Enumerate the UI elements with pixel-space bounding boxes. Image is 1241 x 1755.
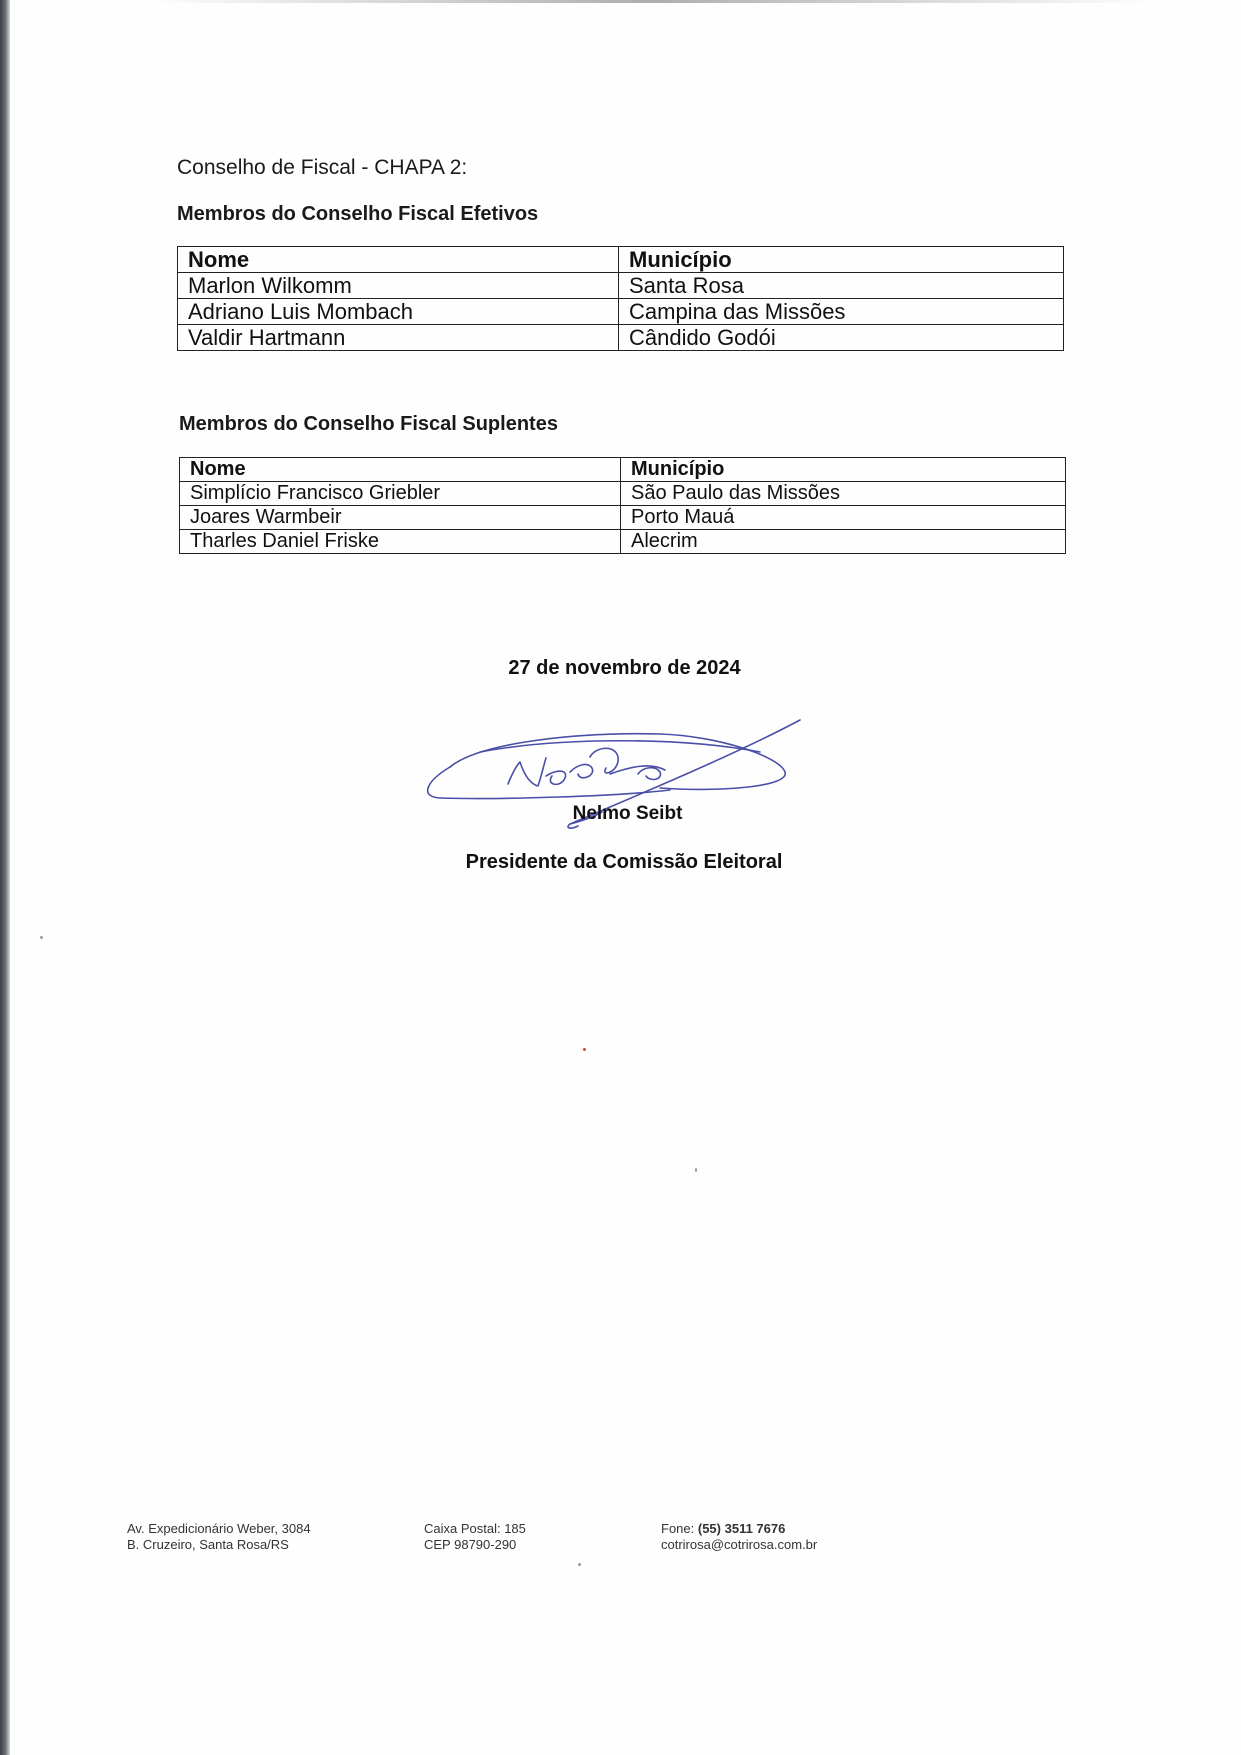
scan-top-line xyxy=(150,0,1150,3)
member-name: Adriano Luis Mombach xyxy=(178,299,619,325)
document-date: 27 de novembro de 2024 xyxy=(508,657,741,679)
column-header-nome: Nome xyxy=(178,247,619,273)
member-city: São Paulo das Missões xyxy=(621,482,1066,506)
member-city: Porto Mauá xyxy=(621,506,1066,530)
efetivos-table xyxy=(177,246,1064,351)
footer-postal xyxy=(424,1521,526,1553)
signer-name: Nelmo Seibt xyxy=(572,803,683,824)
member-city: Santa Rosa xyxy=(619,273,1064,299)
scan-edge-shadow xyxy=(0,0,10,1755)
footer-postal-code: CEP 98790-290 xyxy=(424,1537,517,1552)
table-header-row xyxy=(178,247,1064,273)
footer-contact xyxy=(661,1521,817,1553)
footer-email: cotrirosa@cotrirosa.com.br xyxy=(661,1537,818,1552)
member-name: Joares Warmbeir xyxy=(180,506,621,530)
member-name: Tharles Daniel Friske xyxy=(180,530,621,554)
member-name: Simplício Francisco Griebler xyxy=(180,482,621,506)
phone-number: (55) 3511 7676 xyxy=(697,1521,786,1536)
table-row xyxy=(178,325,1064,351)
column-header-municipio: Município xyxy=(621,458,1066,482)
table-row xyxy=(180,482,1066,506)
table-row xyxy=(178,299,1064,325)
table-row xyxy=(178,273,1064,299)
signer-role: Presidente da Comissão Eleitoral xyxy=(465,851,783,873)
footer-address xyxy=(127,1521,311,1553)
document-heading: Conselho de Fiscal - CHAPA 2: xyxy=(177,156,468,179)
table-row xyxy=(180,506,1066,530)
member-city: Campina das Missões xyxy=(619,299,1064,325)
column-header-nome: Nome xyxy=(180,458,621,482)
member-city: Cândido Godói xyxy=(619,325,1064,351)
footer-address-line: Av. Expedicionário Weber, 3084 xyxy=(127,1521,311,1536)
suplentes-table xyxy=(179,457,1066,554)
efetivos-title: Membros do Conselho Fiscal Efetivos xyxy=(177,203,539,225)
footer-phone xyxy=(661,1521,817,1537)
footer-postal-box: Caixa Postal: 185 xyxy=(424,1521,526,1536)
footer-address-line: B. Cruzeiro, Santa Rosa/RS xyxy=(127,1537,289,1552)
table-row xyxy=(180,530,1066,554)
scan-speck xyxy=(578,1563,581,1566)
phone-label: Fone: xyxy=(661,1521,695,1536)
scan-speck xyxy=(695,1168,697,1172)
scan-speck xyxy=(40,936,43,939)
member-city: Alecrim xyxy=(621,530,1066,554)
column-header-municipio: Município xyxy=(619,247,1064,273)
suplentes-title: Membros do Conselho Fiscal Suplentes xyxy=(179,413,558,435)
scan-speck xyxy=(583,1048,586,1051)
member-name: Valdir Hartmann xyxy=(178,325,619,351)
table-header-row xyxy=(180,458,1066,482)
member-name: Marlon Wilkomm xyxy=(178,273,619,299)
